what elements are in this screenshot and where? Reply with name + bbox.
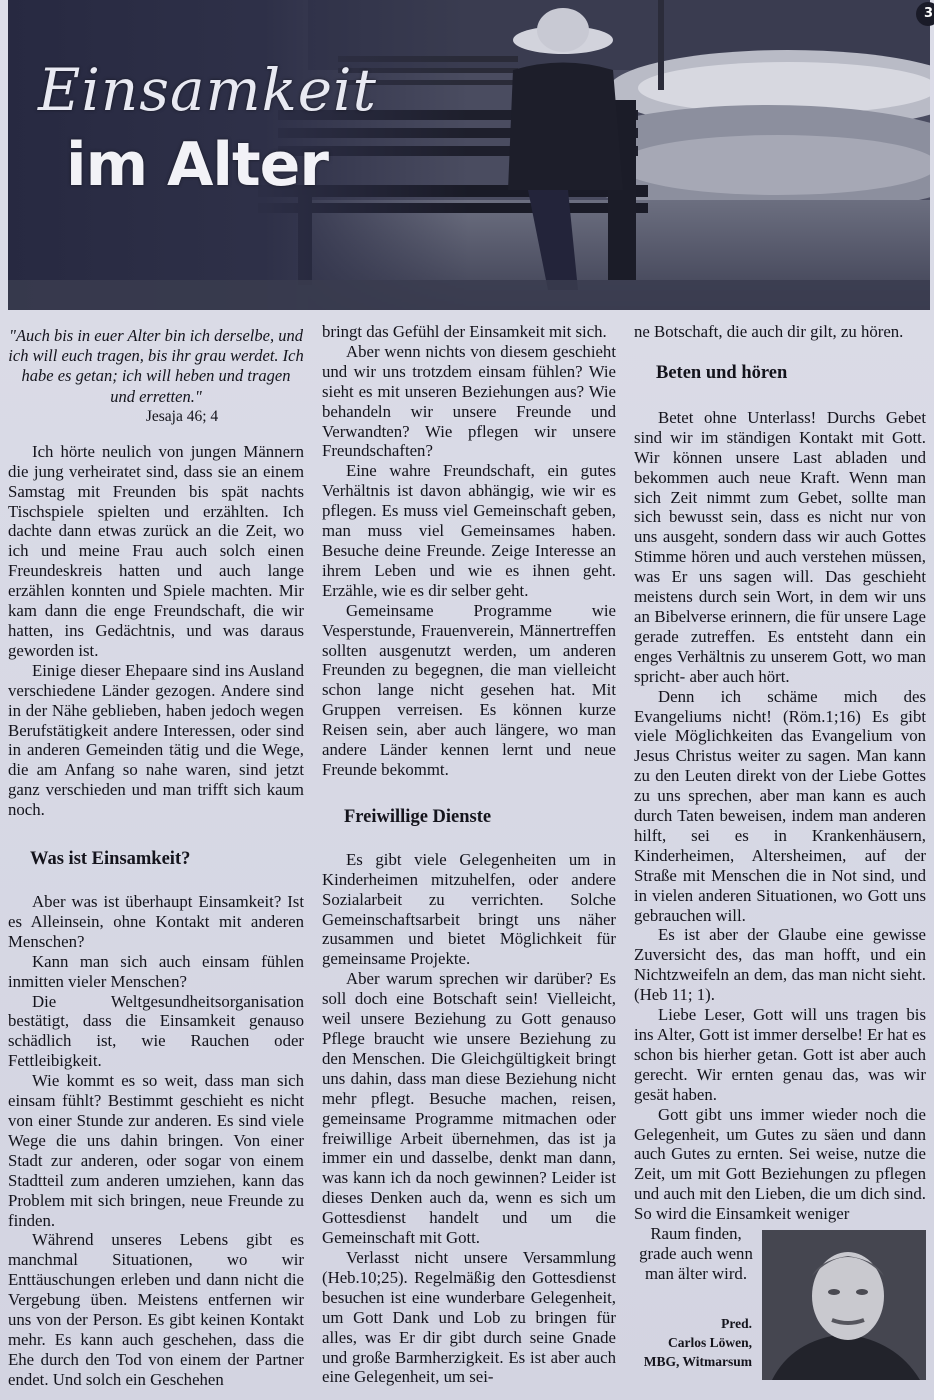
author-title: Pred.: [721, 1316, 752, 1331]
paragraph: Liebe Leser, Gott will uns tragen bis ins Alter, Gott ist immer derselbe! Er hat es schon bis hierher getan. Gott ist aber auch gerecht. Wir ernten genau das, was wir gesät haben.: [634, 1005, 926, 1104]
page-number-badge: 3: [916, 2, 934, 26]
paragraph: Ich hörte neulich von jungen Männern die jung verheiratet sind, dass sie an einem Samstag mit Freunden bis spät nachts Tischspiele spielten und erzählten. Ich dachte dann etwas zurück an die Zeit, wo ich und meine Frau auch solch einen Freundeskreis hatten und auch lange erzählen konnten und Spiele machten. Mir kam dann die enge Freundschaft, die wir hatten, ins Gedächtnis, und was daraus geworden ist.: [8, 441, 304, 660]
paragraph: Kann man sich auch einsam fühlen inmitten vieler Menschen?: [8, 951, 304, 991]
section-heading: Freiwillige Dienste: [344, 806, 492, 827]
paragraph: Eine wahre Freundschaft, ein gutes Verhältnis ist davon abhängig, wie wir es pflegen. Es muss viel Gemeinschaft geben, man muss viel Gemeinsames haben. Besuche deine Freunde. Zeige Interesse an ihrem Leben und wie es ihnen geht. Erzähle, wie es dir selber geht.: [322, 461, 616, 600]
paragraph: Verlasst nicht unsere Versammlung (Heb.10;25). Regelmäßig den Gottesdienst besuchen ist eine wunderbare Gelegenheit, um Gott Dank und Lob zu bringen für alles, was Er dir gibt durch seine Gnade und große Barmherzigkeit. Es ist aber auch eine Gelegenheit, um sei-: [322, 1247, 616, 1387]
paragraph: Gott gibt uns immer wieder noch die Gelegenheit, um Gutes zu säen und dann auch Gutes zu ernten. Sei weise, nutze die Zeit, um mit Gott Beziehungen zu pflegen und auch mit den Lieben, die um dich sind. So wird die Einsamkeit weniger: [634, 1104, 926, 1224]
author-photo: [762, 1230, 926, 1380]
section-heading: Was ist Einsamkeit?: [30, 849, 191, 870]
paragraph: Betet ohne Unterlass! Durchs Gebet sind wir im ständigen Kontakt mit Gott. Wir können unsere Last abladen und bekommen auch neue Kraft. Wenn man sich Zeit nimmt zum Gebet, sollte man sich bewusst sein, dass es nicht nur von uns ausgeht, sondern dass wir auch Gottes Stimme hören und auch verstehen müssen, was Er uns sagen will. Das geschieht meistens durch sein Wort, in dem wir uns an Bibelverse erinnern, die für unsere Lage gerade zutreffen. Es entsteht dann ein enges Verhältnis zu unserem Gott, wo man spricht- aber auch hört.: [634, 407, 926, 686]
bible-quote: "Auch bis in euer Alter bin ich derselbe, und ich will euch tragen, bis ihr grau werdet. Ich habe es getan; ich will heben und tragen und erretten.": [8, 326, 304, 406]
author-church: MBG, Witmarsum: [643, 1354, 752, 1369]
paragraph-end: Raum finden, grade auch wenn man älter wird.: [639, 1224, 753, 1283]
column-1: [8, 322, 304, 1390]
column-3: [634, 322, 926, 1284]
title-main: im Alter: [66, 130, 328, 200]
author-portrait: [762, 1230, 926, 1380]
author-name: Carlos Löwen,: [668, 1335, 752, 1350]
paragraph: ne Botschaft, die auch dir gilt, zu hören.: [634, 322, 904, 341]
paragraph: Denn ich schäme mich des Evangeliums nicht! (Röm.1;16) Es gibt viele Möglichkeiten das Evangelium von Jesus Christus weiter zu sagen. Man kann zu den Leuten direkt von der Liebe Gottes zu uns sprechen, aber man kann es auch durch Taten beweisen, indem man anderen hilft, sei es in Krankenhäusern, Kinderheimen, Altersheimen, auf der Straße mit Menschen die in Not sind, und in vielen anderen Situationen, wo Gott uns gebrauchen will.: [634, 686, 926, 925]
author-credit: [634, 1314, 752, 1371]
section-heading: Beten und hören: [656, 362, 788, 383]
paragraph: Wie kommt es so weit, dass man sich einsam fühlt? Bestimmt geschieht es nicht von einer Stunde zur anderen. Es sind viele Wege die uns dahin bringen. Von einer Stadt zur anderen, oder sogar von einem Stadtteil zum anderen umziehen, kann das Problem mit sich bringen, neue Freunde zu finden.: [8, 1071, 304, 1230]
bible-quote-reference: Jesaja 46; 4: [145, 407, 219, 425]
paragraph: Aber was ist überhaupt Einsamkeit? Ist es Alleinsein, ohne Kontakt mit anderen Menschen?: [8, 892, 304, 951]
hero-photo: [8, 0, 930, 310]
paragraph: Es gibt viele Gelegenheiten um in Kinderheimen mitzuhelfen, oder andere Sozialarbeit zu verrichten. Solche Gemeinschaftsarbeit bringt uns näher zusammen und bietet Möglichkeit für gemeinsame Projekte.: [322, 849, 616, 969]
paragraph: Gemeinsame Programme wie Vesperstunde, Frauenverein, Männertreffen sollten ausgenutzt werden, um anderen Freunden zu begegnen, die man vielleicht schon lange nicht gesehen hat. Mit Gruppen verreisen. Es können kurze Reisen sein, aber auch längere, wo man andere Länder kennen lernt und neue Freunde bekommt.: [322, 600, 616, 779]
paragraph: bringt das Gefühl der Einsamkeit mit sich.: [322, 322, 607, 341]
title-script: Einsamkeit: [38, 56, 377, 124]
paragraph: Es ist aber der Glaube eine gewisse Zuversicht des, das man hofft, und ein Nichtzweifeln an dem, das man nicht sieht. (Heb 11; 1).: [634, 925, 926, 1005]
column-2: [322, 322, 616, 1387]
paragraph: Während unseres Lebens gibt es manchmal Situationen, wo wir Enttäuschungen erleben und dann nicht die Vergebung üben. Meistens entfernen wir uns von der Person. Es gibt keinen Kontakt mehr. Es kann auch geschehen, dass die Ehe durch den Tod von einem der Partner endet. Und solch ein Geschehen: [8, 1230, 304, 1389]
paragraph: Die Weltgesundheitsorganisation bestätigt, dass die Einsamkeit genauso schädlich ist, wie Rauchen oder Fettleibigkeit.: [8, 991, 304, 1071]
paragraph: Einige dieser Ehepaare sind ins Ausland verschiedene Länder gezogen. Andere sind in der Nähe geblieben, haben jedoch wegen Berufstätigkeit andere Interessen, oder sind in anderen Gemeinden tätig und die Wege, die am Anfang so nahe waren, sind jetzt ganz verschieden und man trifft sich kaum noch.: [8, 660, 304, 820]
paragraph: Aber wenn nichts von diesem geschieht und wir uns trotzdem einsam fühlen? Wie sieht es mit unseren Beziehungen aus? Wie behandeln wir unsere Freunde und Verwandten? Wie pflegen wir unsere Freundschaften?: [322, 341, 616, 461]
paragraph: Aber warum sprechen wir darüber? Es soll doch eine Botschaft sein! Vielleicht, weil unsere Beziehung zu Gott genauso Pflege braucht wie unsere Beziehung zu den Menschen. Die Gleichgültigkeit bringt uns dahin, dass man diese Beziehung nicht mehr pflegt. Besuche machen, reisen, gemeinsame Programme mitmachen oder freiwillige Arbeit übernehmen, das ist ja immer ein und dasselbe, denkt man dann, was kann ich da noch gewinnen? Leider ist dieses Denken auch da, wenn es sich um Gottesdienst handelt und um die Gemeinschaft mit Gott.: [322, 969, 616, 1248]
